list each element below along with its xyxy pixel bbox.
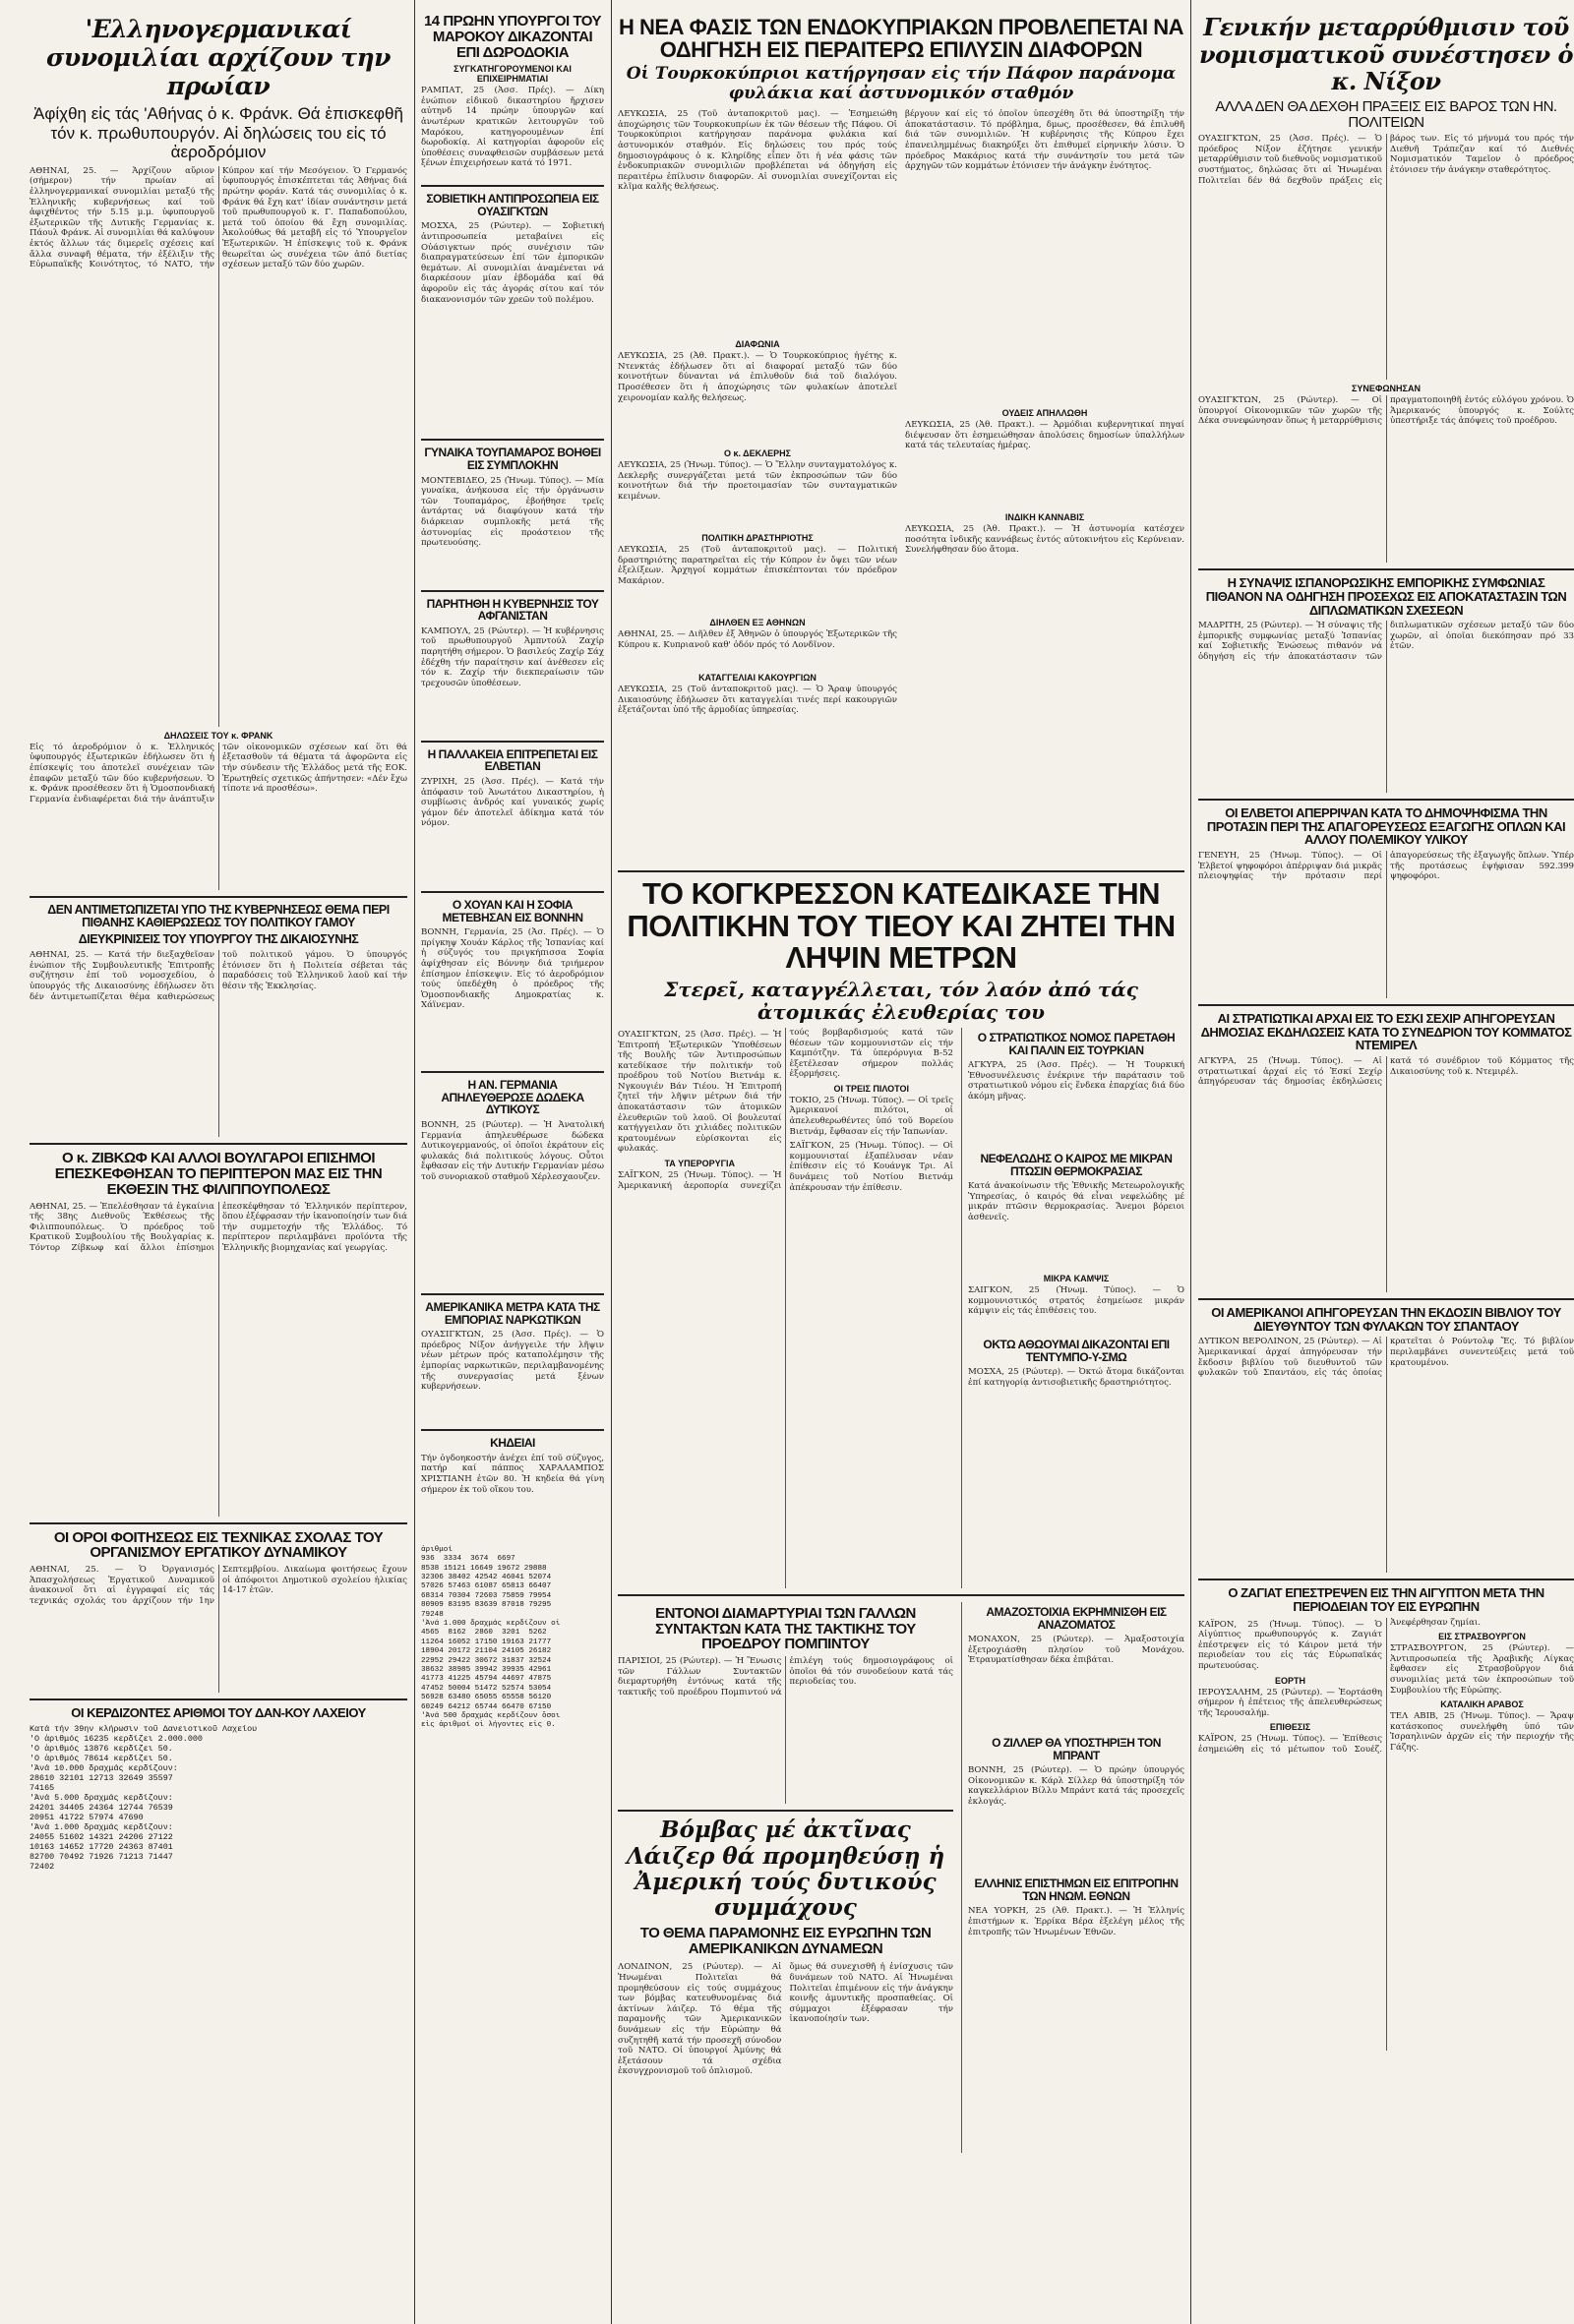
headline: ΔΙΕΥΚΡΙΝΙΣΕΙΣ ΤΟΥ ΥΠΟΥΡΓΟΥ ΤΗΣ ΔΙΚΑΙΟΣΥΝΗΣ bbox=[78, 932, 359, 947]
headline: ΚΗΔΕΙΑΙ bbox=[490, 1436, 535, 1451]
headline: ΑΜΕΡΙΚΑΝΙΚΑ ΜΕΤΡΑ ΚΑΤΑ ΤΗΣ ΕΜΠΟΡΙΑΣ ΝΑΡΚΩΤΙΚΩΝ bbox=[425, 1299, 600, 1327]
headline: ΓΥΝΑΙΚΑ ΤΟΥΠΑΜΑΡΟΣ ΒΟΗΘΕΙ ΕΙΣ ΣΥΜΠΛΟΚΗΝ bbox=[424, 446, 601, 473]
divider bbox=[1198, 1579, 1574, 1580]
divider bbox=[421, 439, 604, 441]
subheading: ΚΑΤΑΓΓΕΛΙΑΙ ΚΑΚΟΥΡΓΙΩΝ bbox=[698, 673, 817, 684]
headline: Η ΠΑΛΛΑΚΕΙΑ ΕΠΙΤΡΕΠΕΤΑΙ ΕΙΣ ΕΛΒΕΤΙΑΝ bbox=[427, 746, 598, 774]
article-body: ΓΕΝΕΥΗ, 25 (Ἡνωμ. Τύπος). — Οἱ Ἐλβετοί ψηφοφόροι ἀπέρριψαν διά μικρᾶς πλειοψηφίας τήν πρότασιν περί ἀπαγορεύσεως τῆς ἐξαγωγῆς ὅπλων. Ὑπέρ τῆς προτάσεως ἐψήφισαν 592.399 ψηφοφόροι. bbox=[1198, 851, 1574, 882]
subheading: ΜΙΚΡΑ ΚΑΜΨΙΣ bbox=[1043, 1274, 1110, 1284]
article-body: Κατά ἀνακοίνωσιν τῆς Ἐθνικῆς Μετεωρολογικῆς Ὑπηρεσίας, ὁ καιρός θά εἶναι νεφελώδης μέ μικράν πτῶσιν θερμοκρασίας. Ἄνεμοι βόρειοι ἀσθενεῖς. bbox=[968, 1181, 1184, 1223]
subheading: ΔΙΗΛΘΕΝ ΕΞ ΑΘΗΝΩΝ bbox=[709, 618, 806, 628]
article-body: ΤΕΛ ΑΒΙΒ, 25 (Ἡνωμ. Τύπος). — Ἄραψ κατάσκοπος συνελήφθη ὑπό τῶν Ἰσραηλινῶν ἀρχῶν εἰς τήν περιοχήν τῆς Γάζης. bbox=[1390, 1711, 1574, 1753]
headline: Ο ΣΤΡΑΤΙΩΤΙΚΟΣ ΝΟΜΟΣ ΠΑΡΕΤΑΘΗ ΚΑΙ ΠΑΛΙΝ ΕΙΣ ΤΟΥΡΚΙΑΝ bbox=[977, 1030, 1176, 1057]
headline: ΟΚΤΩ ΑΘΩΟΥΜΑΙ ΔΙΚΑΖΟΝΤΑΙ ΕΠΙ ΤΕΝΤΥΜΠΟ-Υ-ΣΜΩ bbox=[983, 1338, 1170, 1364]
divider bbox=[1198, 799, 1574, 801]
column-1 bbox=[30, 0, 407, 2324]
divider bbox=[421, 1293, 604, 1295]
headline: ΝΕΦΕΛΩΔΗΣ Ο ΚΑΙΡΟΣ ΜΕ ΜΙΚΡΑΝ ΠΤΩΣΙΝ ΘΕΡΜΟΚΡΑΣΙΑΣ bbox=[980, 1152, 1173, 1178]
headline: ΟΙ ΟΡΟΙ ΦΟΙΤΗΣΕΩΣ ΕΙΣ ΤΕΧΝΙΚΑΣ ΣΧΟΛΑΣ ΤΟΥ ΟΡΓΑΝΙΣΜΟΥ ΕΡΓΑΤΙΚΟΥ ΔΥΝΑΜΙΚΟΥ bbox=[53, 1528, 384, 1562]
headline: ΑΙ ΣΤΡΑΤΙΩΤΙΚΑΙ ΑΡΧΑΙ ΕΙΣ ΤΟ ΕΣΚΙ ΣΕΧΙΡ ΑΠΗΓΟΡΕΥΣΑΝ ΔΗΜΟΣΙΑΣ ΕΚΔΗΛΩΣΕΙΣ ΚΑΤΑ ΤΟ ΣΥΝΕΔΡΙΟΝ ΤΟΥ ΚΟΜΜΑΤΟΣ ΝΤΕΜΙΡΕΛ bbox=[1200, 1011, 1572, 1053]
center-sidebar bbox=[961, 1028, 1184, 1588]
article-body: ΜΟΝΤΕΒΙΔΕΟ, 25 (Ἡνωμ. Τύπος). — Μία γυναίκα, ἀνήκουσα εἰς τήν ὀργάνωσιν τῶν Τουπαμάρος, ἐβοήθησε τρεῖς ἀντάρτας νά διαφύγουν κατά τήν διάρκειαν συμπλοκῆς μετά τῆς ἀστυνομίας εἰς προάστειον τῆς πρωτευούσης. bbox=[421, 475, 604, 549]
article-body: ΛΕΥΚΩΣΙΑ, 25 (Ἡνωμ. Τύπος). — Ὁ Ἕλλην συνταγματολόγος κ. Δεκλερῆς συνεργάζεται μετά τῶν ἐκπροσώπων τῶν δύο κοινοτήτων διά τήν προετοιμασίαν τῶν συνταγματικῶν κειμένων. bbox=[618, 460, 897, 503]
divider bbox=[30, 1522, 407, 1524]
headline: ΕΝΤΟΝΟΙ ΔΙΑΜΑΡΤΥΡΙΑΙ ΤΩΝ ΓΑΛΛΩΝ ΣΥΝΤΑΚΤΩΝ ΚΑΤΑ ΤΗΣ ΤΑΚΤΙΚΗΣ ΤΟΥ ΠΡΟΕΔΡΟΥ ΠΟΜΠΙΝΤΟΥ bbox=[655, 1604, 916, 1653]
headline: ΠΑΡΗΤΗΘΗ Η ΚΥΒΕΡΝΗΣΙΣ ΤΟΥ ΑΦΓΑΝΙΣΤΑΝ bbox=[426, 596, 599, 624]
divider bbox=[30, 896, 407, 898]
article-body: ΛΕΥΚΩΣΙΑ, 25 (Τοῦ ἀνταποκριτοῦ μας). — Πολιτική δραστηριότης παρατηρεῖται εἰς τήν Κύπρον ἐν ὄψει τῶν νέων ἐξελίξεων. Ἀρχηγοί κομμάτων ἐπισκέπτονται τόν πρόεδρον Μακάριον. bbox=[618, 545, 897, 587]
lottery-numbers: ἀριθμοί 936 3334 3674 6697 8538 15121 16649 19672 29888 32306 38402 42542 46041 52074 57026 57463 61087 65813 66407 68314 70304 72603 75859 79954 80909 83195 83639 87018 79295 79248 'Ἀνά 1.000 δραχμάς κερδίζουν οἱ 4565 8162 2860 3201 5262 11264 16052 17150 19163 21777 18904 20172 21104 24105 26182 22952 29422 30672 31837 32524 38632 38985 39942 39935 42961 41773 41225 45794 44697 47875 47452 50004 51472 52574 53054 56928 63480 65055 65558 56120 60249 64212 65744 66470 67150 'Ἀνά 500 δραχμάς κερδίζουν ὅσοι εἰς ἀριθμοί οἱ λήγοντες εἰς 0. bbox=[421, 1545, 561, 1730]
article-body: ΠΑΡΙΣΙΟΙ, 25 (Ρώυτερ). — Ἡ Ἕνωσις τῶν Γάλλων Συντακτῶν διεμαρτυρήθη ἐντόνως κατά τῆς τακτικῆς τοῦ προέδρου Πομπιντού νά ἐπιλέγη τούς δημοσιογράφους οἱ ὁποῖοι θά τόν συνοδεύουν κατά τάς περιοδείας του. bbox=[618, 1656, 953, 1698]
article-body: ΒΟΝΝΗ, 25 (Ρώυτερ). — Ἡ Ἀνατολική Γερμανία ἀπηλευθέρωσε δώδεκα Δυτικογερμανούς, οἱ ὁποῖοι ἐκράτουν εἰς φυλακάς διά πολιτικούς λόγους. Οὗτοι ἔφθασαν εἰς τήν Δυτικήν Γερμανίαν μέσω τοῦ συνοριακοῦ σταθμοῦ Χέρλεσχαουζεν. bbox=[421, 1119, 604, 1182]
article-body: ΖΥΡΙΧΗ, 25 (Ἀσσ. Πρές). — Κατά τήν ἀπόφασιν τοῦ Ἀνωτάτου Δικαστηρίου, ἡ συμβίωσις ἀνδρός καί γυναικός χωρίς γάμον δέν ἀποτελεῖ ἀδίκημα κατά τόν νόμον. bbox=[421, 777, 604, 829]
article-body: Εἰς τό ἀεροδρόμιον ὁ κ. Ἑλληνικός ὑφυπουργός ἐξωτερικῶν ἐδήλωσεν ὅτι ἡ ἐπίσκεψίς του ἀποτελεῖ συνέχειαν τῶν ἐπαφῶν μεταξύ τῶν δύο κυβερνήσεων. Ὁ κ. Φράνκ προσέθεσεν ὅτι ἡ Ὁμοσπονδιακή Γερμανία ἐνδιαφέρεται διά τήν ἀνάπτυξιν τῶν οἰκονομικῶν σχέσεων καί ὅτι θά ἐξετασθοῦν τά θέματα τά ἀφορῶντα εἰς τήν σύνδεσιν τῆς Ἑλλάδος μετά τῆς ΕΟΚ. Ἐρωτηθείς σχετικῶς ἀπήντησεν: «Δέν ἔχω τίποτε νά προσθέσω». bbox=[30, 742, 407, 804]
article-body: ΜΟΝΑΧΟΝ, 25 (Ρώυτερ). — Ἁμαξοστοιχία ἐξετροχιάσθη πλησίον τοῦ Μονάχου. Ἐτραυματίσθησαν δέκα ἐπιβάται. bbox=[968, 1635, 1184, 1666]
divider bbox=[421, 590, 604, 592]
divider bbox=[421, 1429, 604, 1431]
column-rule bbox=[611, 0, 612, 2324]
column-rule bbox=[414, 0, 415, 2324]
divider bbox=[618, 1810, 953, 1812]
divider bbox=[1198, 1004, 1574, 1006]
headline: Ο ΧΟΥΑΝ ΚΑΙ Η ΣΟΦΙΑ ΜΕΤΕΒΗΣΑΝ ΕΙΣ ΒΟΝΝΗΝ bbox=[442, 898, 583, 924]
article-body: ΚΑΪΡΟΝ, 25 (Ἡνωμ. Τύπος). — Ὁ Αἰγύπτιος πρωθυπουργός κ. Ζαγιάτ ἐπέστρεψεν εἰς τό Κάιρον μετά τήν περιοδείαν του εἰς τάς Εὐρωπαϊκάς πρωτευούσας. bbox=[1198, 1619, 1382, 1671]
subheading: ΚΑΤΑΛΙΚΗ ΑΡΑΒΟΣ bbox=[1440, 1699, 1524, 1710]
article-body: ΣΑΪΓΚΟΝ, 25 (Ἡνωμ. Τύπος). — Οἱ κομμουνισταί ἐξαπέλυσαν νέαν ἐπίθεσιν εἰς τό Κουάνγκ Τρι. Αἱ δυνάμεις τοῦ Νοτίου Βιετνάμ ἀπέκρουσαν τήν ἐπίθεσιν. bbox=[789, 1141, 953, 1193]
subheading: ΕΠΙΘΕΣΙΣ bbox=[1269, 1722, 1311, 1733]
subheading: ΔΙΑΦΩΝΙΑ bbox=[735, 339, 780, 350]
headline: Η ΑΝ. ΓΕΡΜΑΝΙΑ ΑΠΗΛΕΥΘΕΡΩΣΕ ΔΩΔΕΚΑ ΔΥΤΙΚΟΥΣ bbox=[441, 1078, 584, 1117]
headline: ΤΟ ΚΟΓΚΡΕΣΣΟΝ ΚΑΤΕΔΙΚΑΣΕ ΤΗΝ ΠΟΛΙΤΙΚΗΝ ΤΟΥ ΤΙΕΟΥ ΚΑΙ ΖΗΤΕΙ ΤΗΝ ΛΗΨΙΝ ΜΕΤΡΩΝ bbox=[627, 876, 1176, 976]
article-body: βέργουν καί εἰς τό ὁποῖον ὑπεσχέθη ὅτι θά ὑποστηρίξη τήν ἀποκατάστασιν. Τό πρόβλημα, δμως, προσέθεσεν, θά ἐπιλυθῆ διά τῶν συνομιλιῶν. Ἡ κυβέρνησις τῆς Κύπρου ἔχει ἐπανειλημμένως διακηρύξει ὅτι ἐπιθυμεῖ εἰρηνικήν λύσιν. Ὁ πρόεδρος Μακάριος κατά τήν συνάντησίν του μετά τῶν ἀρχηγῶν τῶν κομμάτων ἐτόνισεν τήν ἀνάγκην ἑνότητος. bbox=[905, 109, 1184, 172]
divider bbox=[421, 891, 604, 893]
article-body: ΑΘΗΝΑΙ, 25. — Ὁ Ὀργανισμός Ἀπασχολήσεως Ἐργατικοῦ Δυναμικοῦ ἀνακοινοῖ ὅτι αἱ ἐγγραφαί εἰς τάς τεχνικάς σχολάς του ἀρχίζουν τήν 1ην Σεπτεμβρίου. Δικαίωμα φοιτήσεως ἔχουν οἱ ἀπόφοιτοι Δημοτικοῦ σχολείου ἡλικίας 14-17 ἐτῶν. bbox=[30, 1565, 407, 1606]
center-lower-left bbox=[618, 1602, 953, 2168]
headline: Βόμβας μέ ἀκτῖνας Λάιζερ θά προμηθεύσῃ ἡ Ἀμερική τούς δυτικούς συμμάχους bbox=[626, 1817, 945, 1922]
lead-deck: Ἀφίχθη εἰς τάς 'Αθήνας ὁ κ. Φράνκ. Θά ἐπισκεφθῆ τόν κ. πρωθυπουργόν. Αἱ δηλώσεις του εἰς τό ἀεροδρόμιον bbox=[33, 104, 403, 162]
center-left-block bbox=[618, 107, 897, 864]
article-body: ΣΤΡΑΣΒΟΥΡΓΟΝ, 25 (Ρώυτερ). — Ἀντιπροσωπεία τῆς Ἀραβικῆς Λίγκας ἔφθασεν εἰς Στρασβοῦργον διά συνομιλίας μετά τῶν ἐκπροσώπων τοῦ Συμβουλίου τῆς Εὐρώπης. bbox=[1390, 1643, 1574, 1696]
headline: ΟΙ ΕΛΒΕΤΟΙ ΑΠΕΡΡΙΨΑΝ ΚΑΤΑ ΤΟ ΔΗΜΟΨΗΦΙΣΜΑ ΤΗΝ ΠΡΟΤΑΣΙΝ ΠΕΡΙ ΤΗΣ ΑΠΑΓΟΡΕΥΣΕΩΣ ΕΞΑΓΩΓΗΣ ΟΠΛΩΝ ΚΑΙ ΑΛΛΟΥ ΠΟΛΕΜΙΚΟΥ ΥΛΙΚΟΥ bbox=[1206, 805, 1566, 848]
column-rule bbox=[1190, 0, 1191, 2324]
article-body: ΟΥΑΣΙΓΚΤΩΝ, 25 (Ἀσσ. Πρές). — Ὁ πρόεδρος Νίξον ἐζήτησε γενικήν μεταρρύθμισιν τοῦ διεθνοῦς νομισματικοῦ συστήματος, δηλώσας ὅτι αἱ Ἡνωμέναι Πολιτεῖαι δέν θά δεχθοῦν πράξεις εἰς βάρος των. Εἰς τό μήνυμά του πρός τήν Διεθνῆ Τράπεζαν καί τό Διεθνές Νομισματικόν Ταμεῖον ὁ πρόεδρος ἐτόνισεν τήν ἀνάγκην σταθερότητος. bbox=[1198, 134, 1574, 186]
headline: Ο ΖΙΛΛΕΡ ΘΑ ΥΠΟΣΤΗΡΙΞΗ ΤΟΝ ΜΠΡΑΝΤ bbox=[992, 1736, 1161, 1762]
article-body: ΑΘΗΝΑΙ, 25. — Κατά τήν διεξαχθεῖσαν ἐνώπιον τῆς Συμβουλευτικῆς Ἐπιτροπῆς συζήτησιν ἐπί τοῦ νομοσχεδίου, ὁ ὑπουργός τῆς Δικαιοσύνης ἐδήλωσεν ὅτι δέν ἀντιμετωπίζεται θέμα καθιερώσεως τοῦ πολιτικοῦ γάμου. Ὁ ὑπουργός ἐτόνισεν ὅτι ἡ Πολιτεία σέβεται τάς παραδόσεις τοῦ Ἑλληνικοῦ λαοῦ καί τήν θέσιν τῆς Ἐκκλησίας. bbox=[30, 950, 407, 1002]
deck: Στερεῖ, καταγγέλλεται, τόν λαόν ἀπό τάς ἀτομικάς ἐλευθερίας του bbox=[664, 977, 1138, 1024]
headline: Ο ΖΑΓΙΑΤ ΕΠΕΣΤΡΕΨΕΝ ΕΙΣ ΤΗΝ ΑΙΓΥΠΤΟΝ ΜΕΤΑ ΤΗΝ ΠΕΡΙΟΔΕΙΑΝ ΤΟΥ ΕΙΣ ΕΥΡΩΠΗΝ bbox=[1228, 1585, 1544, 1614]
article-body: ΟΥΑΣΙΓΚΤΩΝ, 25 (Ρώυτερ). — Οἱ ὑπουργοί Οἰκονομικῶν τῶν χωρῶν τῆς Δέκα συνεφώνησαν ὅπως ἡ μεταρρύθμισις πραγματοποιηθῆ ἐντός εὐλόγου χρόνου. Ὁ Ἀμερικανός ὑπουργός κ. Σούλτς ὑπεστήριξε τάς ἀπόψεις τοῦ προέδρου. bbox=[1198, 395, 1574, 427]
divider bbox=[421, 741, 604, 743]
article-body: ΒΟΝΝΗ, 25 (Ρώυτερ). — Ὁ πρώην ὑπουργός Οἰκονομικῶν κ. Κάρλ Σίλλερ θά ὑποστηρίξη τόν καγκελλάριον Βίλλυ Μπράντ κατά τάς προσεχεῖς ἐκλογάς. bbox=[968, 1765, 1184, 1808]
headline: 14 ΠΡΩΗΝ ΥΠΟΥΡΓΟΙ ΤΟΥ ΜΑΡΟΚΟΥ ΔΙΚΑΖΟΝΤΑΙ ΕΠΙ ΔΩΡΟΔΟΚΙΑ bbox=[423, 13, 602, 61]
column-4 bbox=[1198, 0, 1574, 2324]
headline: ΣΟΒΙΕΤΙΚΗ ΑΝΤΙΠΡΟΣΩΠΕΙΑ ΕΙΣ ΟΥΑΣΙΓΚΤΩΝ bbox=[426, 192, 599, 218]
headline: ΑΜΑΖΟΣΤΟΙΧΙΑ ΕΚΡΗΜΝΙΣΘΗ ΕΙΣ ΑΝΑΖΟΜΑΤΟΣ bbox=[986, 1604, 1167, 1632]
lead-deck: Οἱ Τουρκοκύπριοι κατήργησαν εἰς τήν Πάφον παράνομα φυλάκια καί ἀστυνομικόν σταθμόν bbox=[626, 64, 1177, 103]
lead-headline: Η ΝΕΑ ΦΑΣΙΣ ΤΩΝ ΕΝΔΟΚΥΠΡΙΑΚΩΝ ΠΡΟΒΛΕΠΕΤΑΙ ΝΑ ΟΔΗΓΗΣΗ ΕΙΣ ΠΕΡΑΙΤΕΡΩ ΕΠΙΛΥΣΙΝ ΔΙΑΦΟΡΩΝ bbox=[619, 15, 1183, 63]
center-lower-right bbox=[961, 1602, 1184, 2153]
article-body: ΟΥΑΣΙΓΚΤΩΝ, 25 (Ἀσσ. Πρές). — Ἡ Ἐπιτροπή Ἐξωτερικῶν Ὑποθέσεων τῆς Βουλῆς τῶν Ἀντιπροσώπων κατεδίκασε τήν πολιτικήν τοῦ προέδρου τοῦ Νοτίου Βιετνάμ κ. Νγκουγιέν Βάν Τιέου. Ἡ Ἐπιτροπή ζητεῖ τήν λῆψιν μέτρων διά τήν ἀποκατάστασιν τῶν ἀτομικῶν ἐλευθεριῶν τοῦ λαοῦ. Οἱ βουλευταί κατήγγειλαν ὅτι χιλιάδες πολιτικῶν κρατουμένων εὑρίσκονται εἰς φυλακάς. bbox=[618, 1029, 782, 1155]
article-body: ΛΕΥΚΩΣΙΑ, 25 (Τοῦ ἀνταποκριτοῦ μας). — Ὁ Ἄραψ ὑπουργός Δικαιοσύνης ἐδήλωσεν ὅτι καταγγελίαι τινές περί κακουργιῶν ἐξετάζονται ὑπό τῆς ἀρμοδίας ὑπηρεσίας. bbox=[618, 685, 897, 716]
subheading: ΤΑ ΥΠΕΡΟΡΥΓΙΑ bbox=[664, 1159, 736, 1169]
subheading: ΔΗΛΩΣΕΙΣ ΤΟΥ κ. ΦΡΑΝΚ bbox=[163, 730, 273, 741]
article-body: ΚΑΪΡΟΝ, 25 (Ἡνωμ. Τύπος). — Ἐπίθεσις ἐσημειώθη εἰς τό μέτωπον τοῦ Σουέζ. Ἀνεφέρθησαν ζημίαι. bbox=[1198, 1617, 1482, 1755]
article-body: ΛΟΝΔΙΝΟΝ, 25 (Ρώυτερ). — Αἱ Ἡνωμέναι Πολιτεῖαι θά προμηθεύσουν εἰς τούς συμμάχους των βόμβας κατευθυνομένας διά ἀκτίνων λάιζερ. Τό θέμα τῆς παραμονῆς τῶν Ἀμερικανικῶν δυνάμεων εἰς τήν Εὐρώπην θά συζητηθῆ κατά τήν προσεχῆ σύνοδον τοῦ ΝΑΤΟ. Οἱ ὑπουργοί Ἀμύνης θά ἐξετάσουν τά σχέδια ἐκσυγχρονισμοῦ τοῦ ὁπλισμοῦ. bbox=[618, 1962, 782, 2077]
article-body: ΜΑΔΡΙΤΗ, 25 (Ρώυτερ). — Ἡ σύναψις τῆς ἐμπορικῆς συμφωνίας μεταξύ Ἱσπανίας καί Σοβιετικῆς Ἑνώσεως πιθανόν νά ὁδηγήση εἰς τήν ἀποκατάστασιν τῶν διπλωματικῶν σχέσεων μεταξύ τῶν δύο χωρῶν, αἱ ὁποῖαι διεκόπησαν πρό 33 ἐτῶν. bbox=[1198, 621, 1574, 662]
lead-headline: 'Ελληνογερμανικαί συνομιλίαι αρχίζουν την πρωίαν bbox=[46, 15, 391, 100]
article-body: ΣΑΪΓΚΟΝ, 25 (Ἡνωμ. Τύπος). — Ὁ κομμουνιστικός στρατός ἐσημείωσε μικράν κάμψιν εἰς τάς ἐπιθέσεις του. bbox=[968, 1285, 1184, 1317]
article-body: ΡΑΜΠΑΤ, 25 (Ἀσσ. Πρές). — Δίκη ἐνώπιον εἰδικοῦ δικαστηρίου ἤρχισεν αὐτηνδ 14 πρώην ὑπουργῶν καί ἀνωτέρων κρατικῶν λειτουργῶν τοῦ Μαρόκου, κατηγορουμένων ἐπί δωροδοκίᾳ. Αἱ κατηγορίαι ἀφοροῦν εἰς ὑποθέσεις συναφθεισῶν συμβάσεων μετά ξένων ἐπιχειρήσεων κατά τό 1971. bbox=[421, 86, 604, 169]
article-body: ΒΟΝΝΗ, Γερμανία, 25 (Ἀσ. Πρές). — Ὁ πρίγκηψ Χουάν Κάρλος τῆς Ἱσπανίας καί ἡ σύζυγός του πριγκήπισσα Σοφία ἀφίχθησαν εἰς Βόννην διά τριήμερον ἐπίσημον ἐπίσκεψιν. Εἰς τό ἀεροδρόμιον τούς ὑπεδέχθη ὁ πρόεδρος τῆς Ὁμοσπονδιακῆς Δημοκρατίας κ. Χάϊνεμαν. bbox=[421, 927, 604, 1011]
divider bbox=[421, 1071, 604, 1073]
article-body: Τήν ὀγδοηκοστήν ἀνέχει ἐπί τοῦ σύζυγος, πατήρ καί πάππος ΧΑΡΑΛΑΜΠΟΣ ΧΡΙΣΤΙΑΝΗ ἐτῶν 80. Ἡ κηδεία θά γίνη σήμερον ἐκ τοῦ οἴκου του. bbox=[421, 1453, 604, 1495]
headline: Ο κ. ΖΙΒΚΩΦ ΚΑΙ ΑΛΛΟΙ ΒΟΥΛΓΑΡΟΙ ΕΠΙΣΗΜΟΙ ΕΠΕΣΚΕΦΘΗΣΑΝ ΤΟ ΠΕΡΙΠΤΕΡΟΝ ΜΑΣ ΕΙΣ ΤΗΝ ΕΚΘΕΣΙΝ ΤΗΣ ΦΙΛΙΠΠΟΥΠΟΛΕΩΣ bbox=[54, 1150, 383, 1198]
headline: ΔΕΝ ΑΝΤΙΜΕΤΩΠΙΖΕΤΑΙ ΥΠΟ ΤΗΣ ΚΥΒΕΡΝΗΣΕΩΣ ΘΕΜΑ ΠΕΡΙ ΠΙΘΑΝΗΣ ΚΑΘΙΕΡΩΣΕΩΣ ΤΟΥ ΠΟΛΙΤΙΚΟΥ ΓΑΜΟΥ bbox=[47, 902, 390, 930]
divider bbox=[30, 1143, 407, 1145]
divider bbox=[1198, 568, 1574, 570]
subheading: Ο κ. ΔΕΚΛΕΡΗΣ bbox=[723, 448, 792, 459]
center-section bbox=[618, 0, 1184, 2324]
subheading: ΕΙΣ ΣΤΡΑΣΒΟΥΡΓΟΝ bbox=[1438, 1632, 1526, 1642]
article-body: ΛΕΥΚΩΣΙΑ, 25 (Ἀθ. Πρακτ.). — Ἡ ἀστυνομία κατέσχεν ποσότητα ἰνδικῆς καννάβεως ἐντός αὐτοκινήτου εἰς Κερύνειαν. Συνελήφθησαν δύο ἄτομα. bbox=[905, 524, 1184, 556]
subheading: ΙΝΔΙΚΗ ΚΑΝΝΑΒΙΣ bbox=[1004, 512, 1085, 523]
article-body: ΜΟΣΧΑ, 25 (Ρώυτερ). — Σοβιετική ἀντιπροσωπεία μεταβαίνει εἰς Οὐάσιγκτων πρός συνέχισιν τῶν διαπραγματεύσεων ἐπί τῶν ἐμπορικῶν θεμάτων. Αἱ συνομιλίαι ἀναμένεται νά διαρκέσουν μίαν ἑβδομάδα καί θά ἀφοροῦν εἰς τάς ἀγοράς σίτου καί τόν διακανονισμόν τῶν χρεῶν τοῦ πολέμου. bbox=[421, 221, 604, 305]
article-body: ΑΘΗΝΑΙ, 25. — Διῆλθεν ἐξ Ἀθηνῶν ὁ ὑπουργός Ἐξωτερικῶν τῆς Κύπρου κ. Κυπριανοῦ καθ' ὁδόν πρός τό Λονδῖνον. bbox=[618, 629, 897, 650]
lower-right-articles bbox=[1198, 1618, 1574, 2051]
article-body: ΑΘΗΝΑΙ, 25. — Ἀρχίζουν αὔριον (σήμερον) τήν πρωίαν αἱ ἐλληνογερμανικαί συνομιλίαι μεταξύ τῆς Ἑλληνικῆς κυβερνήσεως καί τοῦ ἀφιχθέντος τήν 5.15 μ.μ. ὑφυπουργοῦ ἐξωτερικῶν τῆς Δυτικῆς Γερμανίας κ. Πάουλ Φράνκ. Αἱ συνομιλίαι θά καλύψουν ἐκτός ἄλλων τάς διμερεῖς σχέσεις καί ἄλλα συναφῆ θέματα, τήν ἐξέλιξιν τῆς Εὐρωπαϊκῆς Κοινότητος, τό ΝΑΤΟ, τήν Κύπρον καί τήν Μεσόγειον. Ὁ Γερμανός ὑφυπουργός ἐπισκέπτεται τάς Ἀθήνας διά πρώτην φοράν. Κατά τάς συνομιλίας ὁ κ. Φράνκ θά ἔχη κατ' ἰδίαν συνάντησιν μετά τοῦ πρωθυπουργοῦ κ. Γ. Παπαδοπούλου, μετά τοῦ ὁποίου θά ἔχη συνομιλίας. Ἀκολούθως θά μεταβῆ εἰς τό Ὑπουργεῖον Ἐξωτερικῶν. Ἡ ἐπίσκεψις τοῦ κ. Φράνκ θεωρεῖται ὡς συνέχεια τῶν ἀπό διετίας σχέσεων μεταξύ τῶν δύο χωρῶν. bbox=[30, 165, 407, 270]
subheading: ΕΟΡΤΗ bbox=[1274, 1675, 1305, 1686]
article-body: ΙΕΡΟΥΣΑΛΗΜ, 25 (Ρώυτερ). — Ἑορτάσθη σήμερον ἡ ἐπέτειος τῆς ἀπελευθερώσεως τῆς Ἱερουσαλήμ. bbox=[1198, 1687, 1382, 1718]
article-body: ΜΟΣΧΑ, 25 (Ρώυτερ). — Ὀκτώ ἄτομα δικάζονται ἐπί κατηγορίᾳ ἀντισοβιετικῆς δραστηριότητος. bbox=[968, 1367, 1184, 1389]
headline: Η ΣΥΝΑΨΙΣ ΙΣΠΑΝΟΡΩΣΙΚΗΣ ΕΜΠΟΡΙΚΗΣ ΣΥΜΦΩΝΙΑΣ ΠΙΘΑΝΟΝ ΝΑ ΟΔΗΓΗΣΗ ΠΡΟΣΕΧΩΣ ΕΙΣ ΑΠΟΚΑΤΑΣΤΑΣΙΝ ΤΩΝ ΔΙΠΛΩΜΑΤΙΚΩΝ ΣΧΕΣΕΩΝ bbox=[1205, 575, 1567, 618]
article-body: ΚΑΜΠΟΥΛ, 25 (Ρώυτερ). — Ἡ κυβέρνησις τοῦ πρωθυπουργοῦ Ἀμπντούλ Ζαχίρ παρητήθη σήμερον. Ὁ βασιλεύς Ζαχίρ Σάχ ἐδέχθη τήν παραίτησιν καί ἀνέθεσεν εἰς τόν κ. Ζαχίρ τήν διεκπεραίωσιν τῶν τρεχουσῶν ὑποθέσεων. bbox=[421, 626, 604, 688]
divider bbox=[30, 1698, 407, 1700]
article-body: ΑΓΚΥΡΑ, 25 (Ἡνωμ. Τύπος). — Αἱ στρατιωτικαί ἀρχαί εἰς τό Ἐσκί Σεχίρ ἀπηγόρευσαν τάς δημοσίας ἐκδηλώσεις κατά τό συνέδριον τοῦ Κόμματος τῆς Δικαιοσύνης τοῦ κ. Ντεμιρέλ. bbox=[1198, 1056, 1574, 1088]
article-body: ΝΕΑ ΥΟΡΚΗ, 25 (Ἀθ. Πρακτ.). — Ἡ Ἑλληνίς ἐπιστήμων κ. Ἐρρίκα Βέρα ἐξελέγη μέλος τῆς ἐπιτροπῆς τῶν Ἡνωμένων Ἐθνῶν. bbox=[968, 1906, 1184, 1937]
subheading: ΟΙ ΤΡΕΙΣ ΠΙΛΟΤΟΙ bbox=[833, 1083, 909, 1094]
subheading: ΣΥΝΕΦΩΝΗΣΑΝ bbox=[1352, 384, 1421, 394]
subheading: ΟΥΔΕΙΣ ΑΠΗΛΛΩΘΗ bbox=[1001, 408, 1088, 419]
column-2 bbox=[421, 0, 604, 2324]
article-body: ὅμως θά συνεχισθῆ ἡ ἐνίσχυσις τῶν δυνάμεων τοῦ ΝΑΤΟ. Αἱ Ἡνωμέναι Πολιτεῖαι ἐπιμένουν εἰς τήν ἀνάγκην κοινῆς ἀμυντικῆς προσπαθείας. Οἱ σύμμαχοι ἐξέφρασαν τήν ἱκανοποίησίν των. bbox=[789, 1962, 953, 2025]
headline: ΕΛΛΗΝΙΣ ΕΠΙΣΤΗΜΩΝ ΕΙΣ ΕΠΙΤΡΟΠΗΝ ΤΩΝ ΗΝΩΜ. ΕΘΝΩΝ bbox=[974, 1877, 1179, 1903]
article-body: ΤΟΚΙΟ, 25 (Ἡνωμ. Τύπος). — Οἱ τρεῖς Ἀμερικανοί πιλότοι, οἱ ἀπελευθερωθέντες ὑπό τοῦ Βορείου Βιετνάμ, ἔφθασαν εἰς τήν Ἰαπωνίαν. bbox=[789, 1095, 953, 1137]
article-body: ΛΕΥΚΩΣΙΑ, 25 (Ἀθ. Πρακτ.). — Ἀρμόδιαι κυβερνητικαί πηγαί διέψευσαν ὅτι ἐσημειώθησαν ἀπολύσεις δημοσίων ὑπαλλήλων κατά τάς τελευταίας ἡμέρας. bbox=[905, 420, 1184, 451]
center-right-block bbox=[905, 107, 1184, 864]
subheading: ΑΛΛΑ ΔΕΝ ΘΑ ΔΕΧΘΗ ΠΡΑΞΕΙΣ ΕΙΣ ΒΑΡΟΣ ΤΩΝ ΗΝ. ΠΟΛΙΤΕΙΩΝ bbox=[1215, 97, 1557, 131]
divider bbox=[421, 185, 604, 187]
lottery-numbers: Κατά τήν 39ην κλήρωσιν τοῦ Δανειοτικοῦ Λαχείου 'Ο ἀριθμός 16235 κερδίζει 2.000.000 'Ο ἀριθμός 13876 κερδίζει 50. 'Ο ἀριθμός 78614 κερδίζει 50. 'Ἀνά 10.000 δραχμάς κερδίζουν: 28610 32101 12713 32649 35597 74165 'Ἀνά 5.000 δραχμάς κερδίζουν: 24201 34405 24364 12744 76539 20951 41722 57974 47690 'Ἀνά 1.000 δραχμάς κερδίζουν: 24055 51602 14321 24206 27122 10163 14652 17720 24363 87401 82700 70492 71926 71213 71447 72402 bbox=[30, 1723, 258, 1872]
article-body: ΟΥΑΣΙΓΚΤΩΝ, 25 (Ἀσσ. Πρές). — Ὁ πρόεδρος Νίξον ἀνήγγειλε τήν λῆψιν νέων μέτρων πρός καταπολέμησιν τῆς ἐμπορίας ναρκωτικῶν, περιλαμβανομένης τῆς συνεργασίας μετά ξένων κυβερνήσεων. bbox=[421, 1330, 604, 1393]
article-body: ΑΘΗΝΑΙ, 25. — Ἐπελέσθησαν τά ἐγκαίνια τῆς 38ης Διεθνοῦς Ἐκθέσεως τῆς Φιλιππουπόλεως. Ὁ πρόεδρος τοῦ Κρατικοῦ Συμβουλίου τῆς Βουλγαρίας κ. Τόντορ Ζίβκωφ καί ἄλλοι ἐπίσημοι ἐπεσκέφθησαν τό Ἑλληνικόν περίπτερον, ὅπου ἐξέφρασαν τήν ἱκανοποίησίν των διά τήν συμμετοχήν τῆς Ἑλλάδος. Τό περίπτερον περιλαμβάνει προϊόντα τῆς Ἑλληνικῆς βιομηχανίας καί γεωργίας. bbox=[30, 1201, 407, 1253]
divider bbox=[1198, 1298, 1574, 1300]
divider bbox=[618, 870, 1184, 872]
subheading: ΠΟΛΙΤΙΚΗ ΔΡΑΣΤΗΡΙΟΤΗΣ bbox=[701, 533, 814, 544]
article-body: ΔΥΤΙΚΟΝ ΒΕΡΟΛΙΝΟΝ, 25 (Ρώυτερ). — Αἱ Ἀμερικανικαί ἀρχαί ἀπηγόρευσαν τήν ἔκδοσιν βιβλίου τοῦ διευθυντοῦ τῶν φυλακῶν τοῦ Σπαντάου, εἰς τάς ὁποίας κρατεῖται ὁ Ρούντολφ Ἔς. Τό βιβλίον περιλαμβάνει συνεντεύξεις μετά τοῦ κρατουμένου. bbox=[1198, 1337, 1574, 1379]
lead-headline: Γενικήν μεταρρύθμισιν τοῦ νομισματικοῦ συνέστησεν ὁ κ. Νίξον bbox=[1198, 13, 1574, 96]
article-body: ΛΕΥΚΩΣΙΑ, 25 (Τοῦ ἀνταποκριτοῦ μας). — Ἐσημειώθη ἀποχώρησις τῶν Τουρκοκυπρίων ἐκ τῶν θέσεων τῆς Πάφου. Οἱ Τουρκοκύπριοι κατήργησαν παράνομα φυλάκια καί ἀστυνομικόν σταθμόν. Εἰς δηλώσεις του πρός τούς δημοσιογράφους ὁ κ. Κληρίδης εἶπεν ὅτι ἡ νέα φάσις τῶν ἐνδοκυπριακῶν συνομιλιῶν προβλέπεται νά ὁδηγήση εἰς περαιτέρω ἐπίλυσιν διαφορῶν. Αἱ συνομιλίαι συνεχίζονται εἰς κλῖμα καλῆς θελήσεως. bbox=[618, 109, 897, 193]
subheading: ΣΥΓΚΑΤΗΓΟΡΟΥΜΕΝΟΙ ΚΑΙ ΕΠΙΧΕΙΡΗΜΑΤΙΑΙ bbox=[454, 64, 572, 85]
congress-article bbox=[618, 1028, 953, 1588]
article-body: ΣΑΪΓΚΟΝ, 25 (Ἡνωμ. Τύπος). — Ἡ Ἀμερικανική ἀεροπορία συνεχίζει τούς βομβαρδισμούς κατά τῶν θέσεων τῶν κομμουνιστῶν εἰς τήν Καμπότζην. Τά ὑπερόρυγια B-52 ἐξετέλεσαν σήμερον πολλάς ἐξορμήσεις. bbox=[618, 1027, 953, 1191]
headline: ΟΙ ΑΜΕΡΙΚΑΝΟΙ ΑΠΗΓΟΡΕΥΣΑΝ ΤΗΝ ΕΚΔΟΣΙΝ ΒΙΒΛΙΟΥ ΤΟΥ ΔΙΕΥΘΥΝΤΟΥ ΤΩΝ ΦΥΛΑΚΩΝ ΤΟΥ ΣΠΑΝΤΑΟΥ bbox=[1211, 1305, 1561, 1334]
divider bbox=[618, 1594, 1184, 1596]
article-body: ΑΓΚΥΡΑ, 25 (Ἀσσ. Πρές). — Ἡ Τουρκική Ἐθνοσυνέλευσις ἐνέκρινε τήν παράτασιν τοῦ στρατιωτικοῦ νόμου εἰς ἕνδεκα ἐπαρχίας διά δύο ἀκόμη μῆνας. bbox=[968, 1060, 1184, 1102]
article-body: ΛΕΥΚΩΣΙΑ, 25 (Ἀθ. Πρακτ.). — Ὁ Τουρκοκύπριος ἡγέτης κ. Ντενκτάς ἐδήλωσεν ὅτι αἱ διαφοραί μεταξύ τῶν δύο κοινοτήτων δύνανται νά ἐπιλυθοῦν διά τοῦ διαλόγου. Προσέθεσεν ὅτι ἡ ἀποχώρησις τῶν φυλακίων ἀποτελεῖ χειρονομίαν καλῆς θελήσεως. bbox=[618, 351, 897, 403]
subheading: ΤΟ ΘΕΜΑ ΠΑΡΑΜΟΝΗΣ ΕΙΣ ΕΥΡΩΠΗΝ ΤΩΝ ΑΜΕΡΙΚΑΝΙΚΩΝ ΔΥΝΑΜΕΩΝ bbox=[639, 1924, 932, 1957]
headline: ΟΙ ΚΕΡΔΙΖΟΝΤΕΣ ΑΡΙΘΜΟΙ ΤΟΥ ΔΑΝ-ΚΟΥ ΛΑΧΕΙΟΥ bbox=[71, 1705, 366, 1721]
